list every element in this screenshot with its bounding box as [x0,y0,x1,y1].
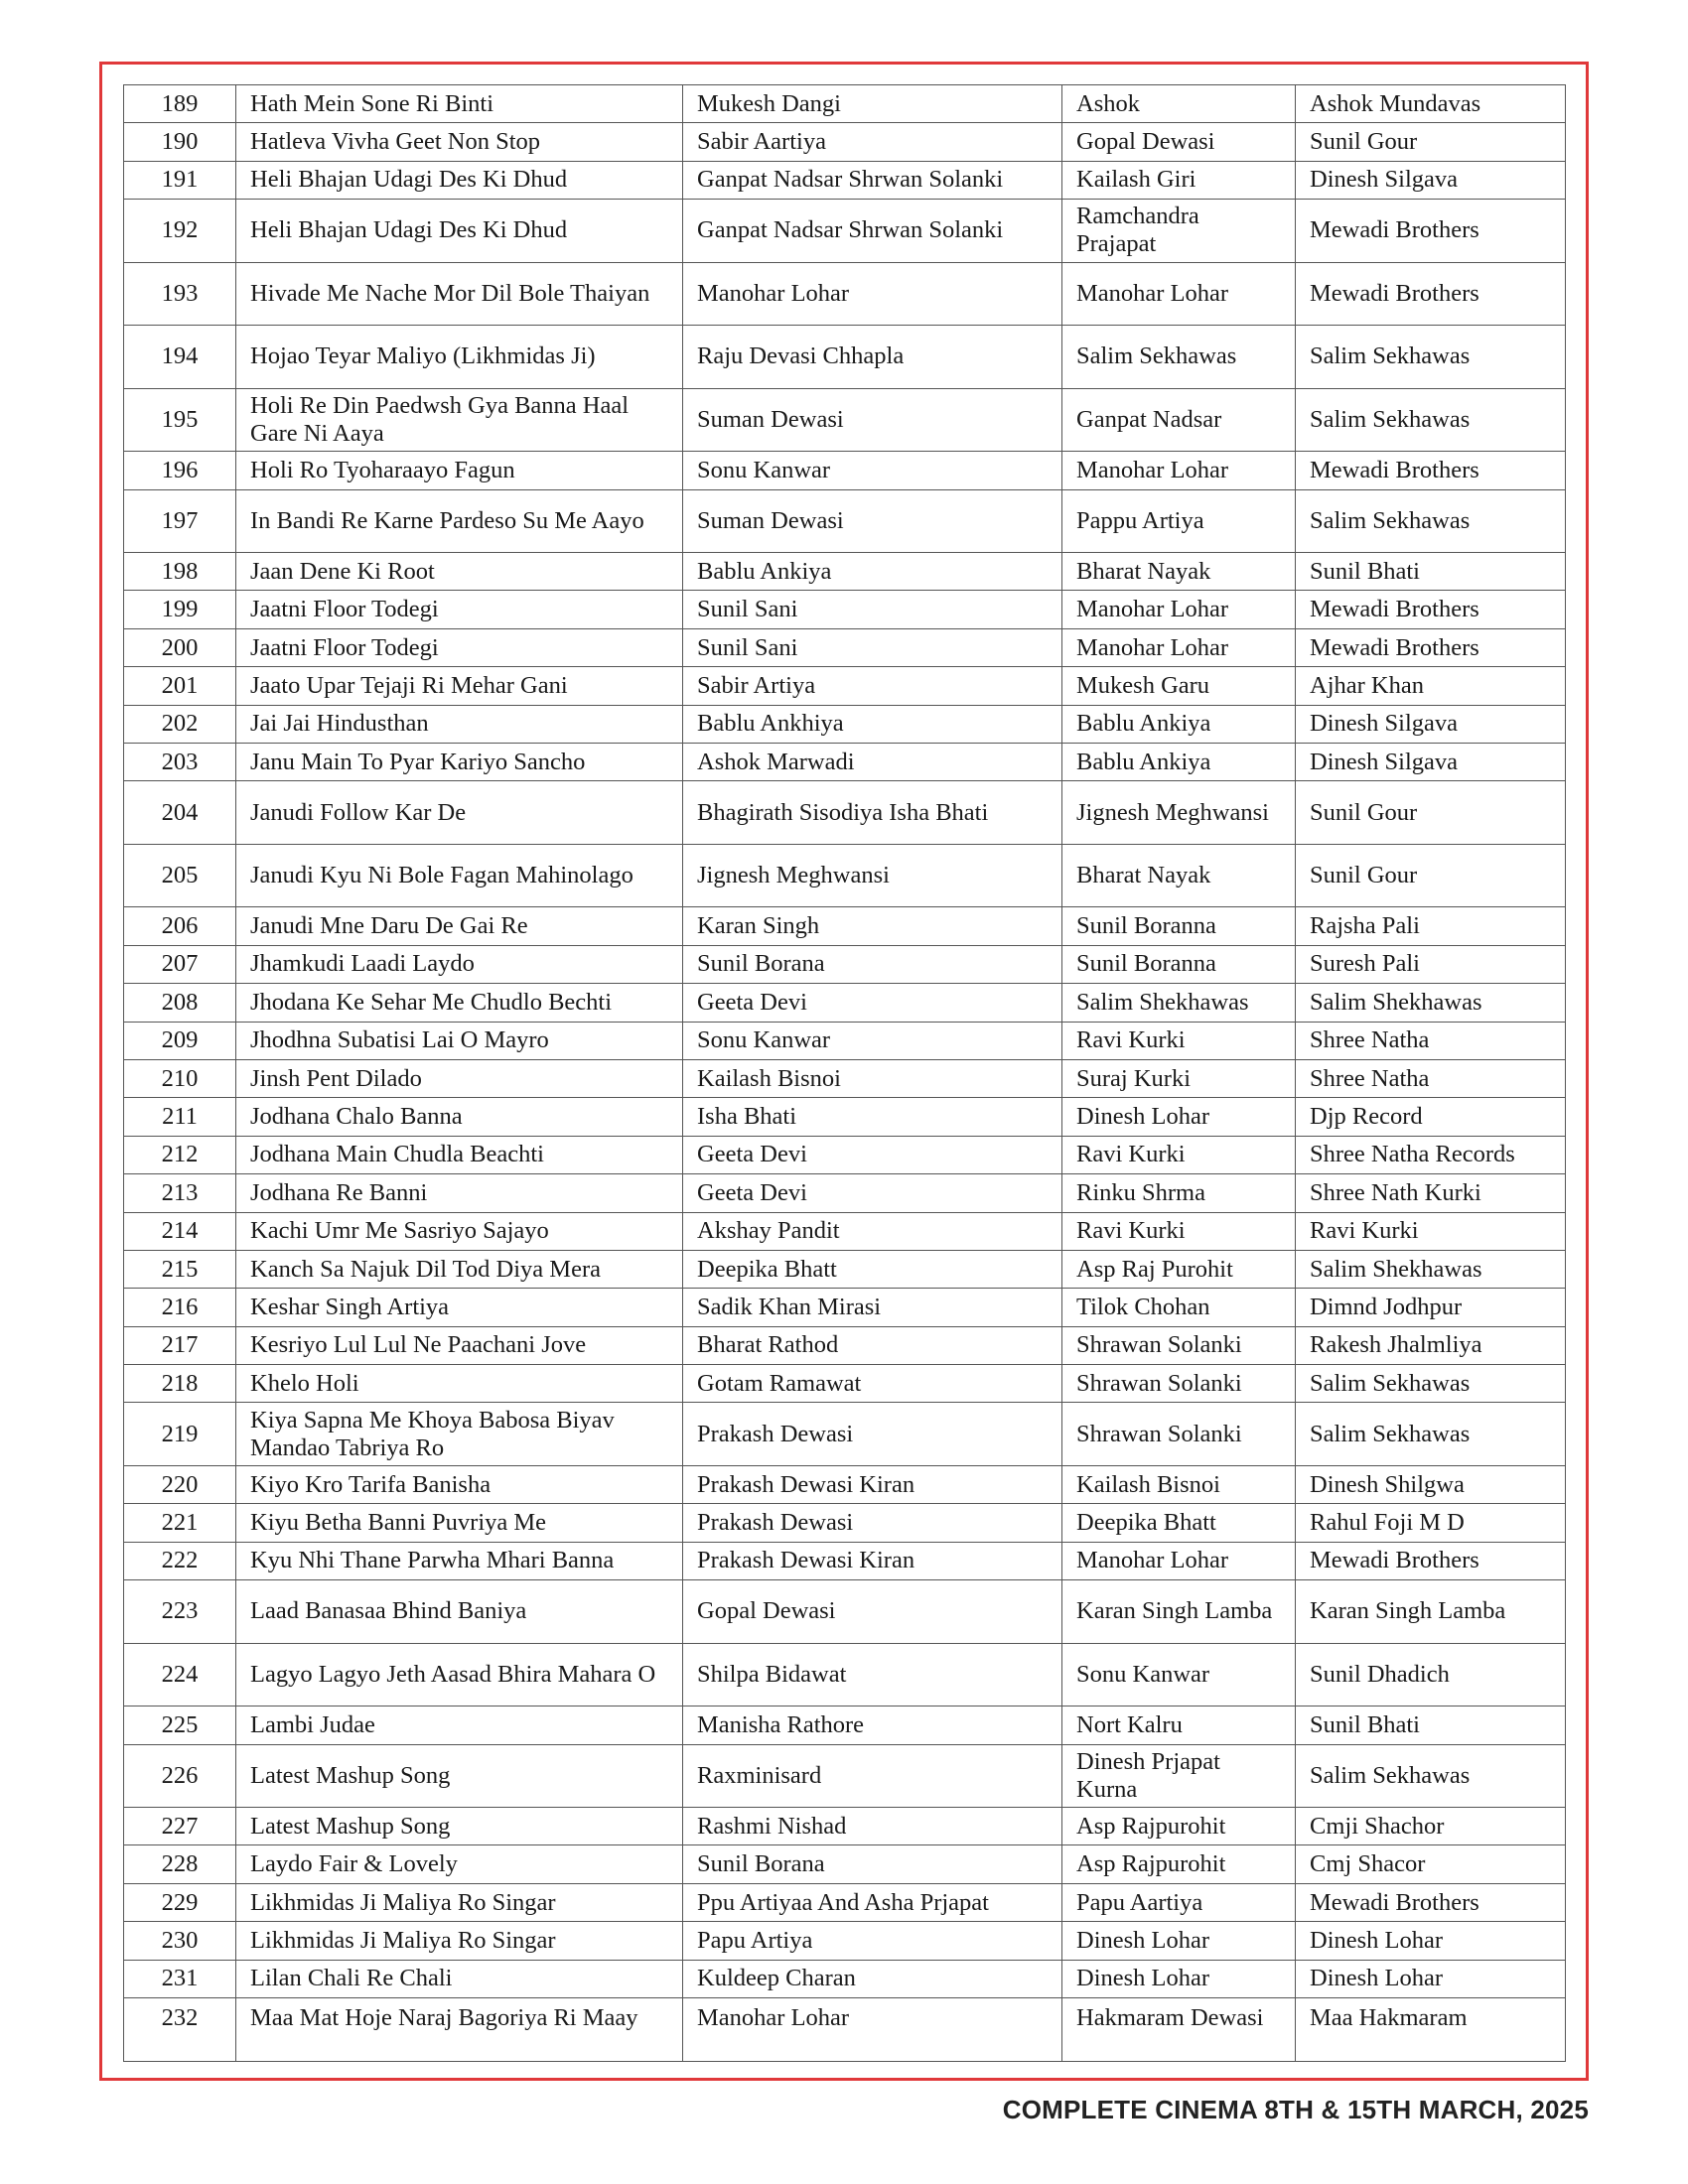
label-cell: Mewadi Brothers [1296,1542,1566,1579]
singer-cell: Bablu Ankhiya [683,705,1062,743]
row-number-cell: 204 [124,781,236,845]
singer-cell: Suman Dewasi [683,388,1062,452]
singer-cell: Isha Bhati [683,1098,1062,1136]
singer-cell: Prakash Dewasi Kiran [683,1465,1062,1503]
table-row [124,1098,1566,1136]
label-cell: Salim Shekhawas [1296,1250,1566,1288]
composer-cell: Ravi Kurki [1062,1136,1296,1173]
song-title-cell: Jodhana Main Chudla Beachti [236,1136,683,1173]
table-row [124,1289,1566,1326]
song-title-cell: Jhodana Ke Sehar Me Chudlo Bechti [236,984,683,1022]
row-number-cell: 213 [124,1174,236,1212]
singer-cell: Rashmi Nishad [683,1808,1062,1845]
table-row [124,844,1566,907]
label-cell: Mewadi Brothers [1296,200,1566,263]
composer-cell: Salim Sekhawas [1062,326,1296,389]
singer-cell: Gotam Ramawat [683,1365,1062,1403]
song-title-cell: Kiyo Kro Tarifa Banisha [236,1465,683,1503]
singer-cell: Sunil Borana [683,945,1062,983]
row-number-cell: 218 [124,1365,236,1403]
row-number-cell: 201 [124,667,236,705]
song-title-cell: Jai Jai Hindusthan [236,705,683,743]
table-row [124,744,1566,781]
table-row [124,1059,1566,1097]
row-number-cell: 216 [124,1289,236,1326]
composer-cell: Nort Kalru [1062,1706,1296,1744]
singer-cell: Prakash Dewasi [683,1504,1062,1542]
row-number-cell: 224 [124,1643,236,1706]
song-title-cell: Hivade Me Nache Mor Dil Bole Thaiyan [236,262,683,326]
singer-cell: Akshay Pandit [683,1212,1062,1250]
label-cell: Ajhar Khan [1296,667,1566,705]
song-title-cell: Laad Banasaa Bhind Baniya [236,1580,683,1644]
singer-cell: Geeta Devi [683,1136,1062,1173]
song-registry-table [123,84,1566,2062]
composer-cell: Suraj Kurki [1062,1059,1296,1097]
table-row [124,123,1566,161]
singer-cell: Raxminisard [683,1744,1062,1808]
table-row [124,907,1566,945]
song-title-cell: Kiyu Betha Banni Puvriya Me [236,1504,683,1542]
singer-cell: Deepika Bhatt [683,1250,1062,1288]
composer-cell: Ganpat Nadsar [1062,388,1296,452]
song-title-cell: Hath Mein Sone Ri Binti [236,85,683,123]
composer-cell: Bharat Nayak [1062,553,1296,591]
label-cell: Rahul Foji M D [1296,1504,1566,1542]
composer-cell: Sunil Boranna [1062,907,1296,945]
row-number-cell: 199 [124,591,236,628]
row-number-cell: 227 [124,1808,236,1845]
label-cell: Dinesh Shilgwa [1296,1465,1566,1503]
label-cell: Dinesh Silgava [1296,744,1566,781]
composer-cell: Manohar Lohar [1062,591,1296,628]
label-cell: Rajsha Pali [1296,907,1566,945]
singer-cell: Kailash Bisnoi [683,1059,1062,1097]
row-number-cell: 232 [124,1998,236,2062]
song-title-cell: Likhmidas Ji Maliya Ro Singar [236,1883,683,1921]
row-number-cell: 189 [124,85,236,123]
label-cell: Salim Sekhawas [1296,1744,1566,1808]
row-number-cell: 221 [124,1504,236,1542]
singer-cell: Manohar Lohar [683,1998,1062,2062]
singer-cell: Manisha Rathore [683,1706,1062,1744]
song-title-cell: Jaato Upar Tejaji Ri Mehar Gani [236,667,683,705]
song-title-cell: In Bandi Re Karne Pardeso Su Me Aayo [236,489,683,553]
row-number-cell: 230 [124,1922,236,1960]
song-title-cell: Hatleva Vivha Geet Non Stop [236,123,683,161]
singer-cell: Bablu Ankiya [683,553,1062,591]
label-cell: Dinesh Silgava [1296,705,1566,743]
singer-cell: Manohar Lohar [683,262,1062,326]
label-cell: Salim Shekhawas [1296,984,1566,1022]
composer-cell: Hakmaram Dewasi [1062,1998,1296,2062]
table-row [124,1998,1566,2062]
song-title-cell: Kyu Nhi Thane Parwha Mhari Banna [236,1542,683,1579]
singer-cell: Sunil Sani [683,591,1062,628]
table-row [124,1136,1566,1173]
row-number-cell: 191 [124,161,236,199]
table-row [124,1465,1566,1503]
singer-cell: Karan Singh [683,907,1062,945]
song-title-cell: Kesriyo Lul Lul Ne Paachani Jove [236,1326,683,1364]
table-row [124,1403,1566,1466]
table-row [124,1250,1566,1288]
composer-cell: Bablu Ankiya [1062,705,1296,743]
composer-cell: Shrawan Solanki [1062,1365,1296,1403]
composer-cell: Asp Rajpurohit [1062,1845,1296,1883]
label-cell: Salim Sekhawas [1296,1403,1566,1466]
composer-cell: Shrawan Solanki [1062,1403,1296,1466]
row-number-cell: 207 [124,945,236,983]
row-number-cell: 197 [124,489,236,553]
composer-cell: Dinesh Lohar [1062,1098,1296,1136]
row-number-cell: 211 [124,1098,236,1136]
song-title-cell: Latest Mashup Song [236,1744,683,1808]
label-cell: Shree Natha Records [1296,1136,1566,1173]
table-row [124,1960,1566,1997]
label-cell: Sunil Dhadich [1296,1643,1566,1706]
table-row [124,85,1566,123]
composer-cell: Salim Shekhawas [1062,984,1296,1022]
song-title-cell: Kanch Sa Najuk Dil Tod Diya Mera [236,1250,683,1288]
label-cell: Sunil Bhati [1296,553,1566,591]
table-row [124,161,1566,199]
row-number-cell: 212 [124,1136,236,1173]
table-row [124,1174,1566,1212]
singer-cell: Raju Devasi Chhapla [683,326,1062,389]
label-cell: Shree Natha [1296,1022,1566,1059]
row-number-cell: 220 [124,1465,236,1503]
table-row [124,1922,1566,1960]
table-row [124,1580,1566,1644]
table-row [124,1744,1566,1808]
singer-cell: Prakash Dewasi [683,1403,1062,1466]
table-row [124,326,1566,389]
song-title-cell: Maa Mat Hoje Naraj Bagoriya Ri Maay [236,1998,683,2062]
song-title-cell: Holi Ro Tyoharaayo Fagun [236,452,683,489]
composer-cell: Rinku Shrma [1062,1174,1296,1212]
composer-cell: Dinesh Lohar [1062,1960,1296,1997]
composer-cell: Karan Singh Lamba [1062,1580,1296,1644]
label-cell: Mewadi Brothers [1296,591,1566,628]
singer-cell: Ppu Artiyaa And Asha Prjapat [683,1883,1062,1921]
song-title-cell: Jaatni Floor Todegi [236,591,683,628]
song-title-cell: Holi Re Din Paedwsh Gya Banna Haal Gare Ni Aaya [236,388,683,452]
song-title-cell: Lambi Judae [236,1706,683,1744]
singer-cell: Sonu Kanwar [683,452,1062,489]
singer-cell: Sonu Kanwar [683,1022,1062,1059]
row-number-cell: 219 [124,1403,236,1466]
singer-cell: Ganpat Nadsar Shrwan Solanki [683,161,1062,199]
row-number-cell: 225 [124,1706,236,1744]
row-number-cell: 223 [124,1580,236,1644]
label-cell: Shree Natha [1296,1059,1566,1097]
composer-cell: Kailash Giri [1062,161,1296,199]
label-cell: Rakesh Jhalmliya [1296,1326,1566,1364]
composer-cell: Asp Rajpurohit [1062,1808,1296,1845]
label-cell: Dimnd Jodhpur [1296,1289,1566,1326]
singer-cell: Mukesh Dangi [683,85,1062,123]
row-number-cell: 193 [124,262,236,326]
label-cell: Cmji Shachor [1296,1808,1566,1845]
song-title-cell: Lilan Chali Re Chali [236,1960,683,1997]
song-title-cell: Janudi Kyu Ni Bole Fagan Mahinolago [236,844,683,907]
singer-cell: Geeta Devi [683,984,1062,1022]
song-title-cell: Heli Bhajan Udagi Des Ki Dhud [236,200,683,263]
song-title-cell: Janu Main To Pyar Kariyo Sancho [236,744,683,781]
song-title-cell: Jhodhna Subatisi Lai O Mayro [236,1022,683,1059]
song-title-cell: Janudi Follow Kar De [236,781,683,845]
table-row [124,1022,1566,1059]
label-cell: Mewadi Brothers [1296,262,1566,326]
label-cell: Cmj Shacor [1296,1845,1566,1883]
composer-cell: Gopal Dewasi [1062,123,1296,161]
song-title-cell: Janudi Mne Daru De Gai Re [236,907,683,945]
composer-cell: Bablu Ankiya [1062,744,1296,781]
song-title-cell: Khelo Holi [236,1365,683,1403]
table-row [124,1845,1566,1883]
singer-cell: Sadik Khan Mirasi [683,1289,1062,1326]
singer-cell: Jignesh Meghwansi [683,844,1062,907]
song-title-cell: Latest Mashup Song [236,1808,683,1845]
label-cell: Dinesh Lohar [1296,1960,1566,1997]
table-row [124,553,1566,591]
table-row [124,1365,1566,1403]
row-number-cell: 206 [124,907,236,945]
composer-cell: Ramchandra Prajapat [1062,200,1296,263]
table-row [124,1504,1566,1542]
table-row [124,591,1566,628]
composer-cell: Bharat Nayak [1062,844,1296,907]
table-row [124,1542,1566,1579]
row-number-cell: 222 [124,1542,236,1579]
label-cell: Ravi Kurki [1296,1212,1566,1250]
song-title-cell: Likhmidas Ji Maliya Ro Singar [236,1922,683,1960]
label-cell: Karan Singh Lamba [1296,1580,1566,1644]
label-cell: Suresh Pali [1296,945,1566,983]
composer-cell: Ashok [1062,85,1296,123]
singer-cell: Sunil Sani [683,628,1062,666]
composer-cell: Mukesh Garu [1062,667,1296,705]
singer-cell: Ganpat Nadsar Shrwan Solanki [683,200,1062,263]
composer-cell: Dinesh Lohar [1062,1922,1296,1960]
label-cell: Sunil Gour [1296,123,1566,161]
table-row [124,1706,1566,1744]
composer-cell: Pappu Artiya [1062,489,1296,553]
composer-cell: Ravi Kurki [1062,1212,1296,1250]
row-number-cell: 200 [124,628,236,666]
composer-cell: Shrawan Solanki [1062,1326,1296,1364]
composer-cell: Papu Aartiya [1062,1883,1296,1921]
label-cell: Mewadi Brothers [1296,1883,1566,1921]
singer-cell: Geeta Devi [683,1174,1062,1212]
song-title-cell: Jaan Dene Ki Root [236,553,683,591]
singer-cell: Kuldeep Charan [683,1960,1062,1997]
row-number-cell: 209 [124,1022,236,1059]
song-title-cell: Kiya Sapna Me Khoya Babosa Biyav Mandao Tabriya Ro [236,1403,683,1466]
singer-cell: Suman Dewasi [683,489,1062,553]
song-title-cell: Jodhana Chalo Banna [236,1098,683,1136]
table-row [124,1883,1566,1921]
composer-cell: Deepika Bhatt [1062,1504,1296,1542]
composer-cell: Manohar Lohar [1062,262,1296,326]
row-number-cell: 192 [124,200,236,263]
table-row [124,984,1566,1022]
row-number-cell: 196 [124,452,236,489]
label-cell: Shree Nath Kurki [1296,1174,1566,1212]
composer-cell: Tilok Chohan [1062,1289,1296,1326]
label-cell: Ashok Mundavas [1296,85,1566,123]
song-title-cell: Lagyo Lagyo Jeth Aasad Bhira Mahara O [236,1643,683,1706]
composer-cell: Sunil Boranna [1062,945,1296,983]
composer-cell: Sonu Kanwar [1062,1643,1296,1706]
composer-cell: Ravi Kurki [1062,1022,1296,1059]
label-cell: Djp Record [1296,1098,1566,1136]
row-number-cell: 208 [124,984,236,1022]
composer-cell: Dinesh Prjapat Kurna [1062,1744,1296,1808]
song-title-cell: Jaatni Floor Todegi [236,628,683,666]
row-number-cell: 214 [124,1212,236,1250]
singer-cell: Ashok Marwadi [683,744,1062,781]
table-row [124,1643,1566,1706]
label-cell: Mewadi Brothers [1296,452,1566,489]
song-title-cell: Jodhana Re Banni [236,1174,683,1212]
row-number-cell: 228 [124,1845,236,1883]
row-number-cell: 226 [124,1744,236,1808]
table-row [124,1212,1566,1250]
label-cell: Salim Sekhawas [1296,388,1566,452]
singer-cell: Bharat Rathod [683,1326,1062,1364]
label-cell: Sunil Bhati [1296,1706,1566,1744]
singer-cell: Gopal Dewasi [683,1580,1062,1644]
composer-cell: Kailash Bisnoi [1062,1465,1296,1503]
composer-cell: Manohar Lohar [1062,1542,1296,1579]
row-number-cell: 203 [124,744,236,781]
song-title-cell: Keshar Singh Artiya [236,1289,683,1326]
singer-cell: Sabir Artiya [683,667,1062,705]
table-row [124,388,1566,452]
label-cell: Sunil Gour [1296,781,1566,845]
singer-cell: Shilpa Bidawat [683,1643,1062,1706]
row-number-cell: 202 [124,705,236,743]
label-cell: Dinesh Silgava [1296,161,1566,199]
label-cell: Mewadi Brothers [1296,628,1566,666]
table-row [124,945,1566,983]
table-row [124,452,1566,489]
table-row [124,667,1566,705]
footer-publication-line: COMPLETE CINEMA 8TH & 15TH MARCH, 2025 [1002,2095,1589,2124]
composer-cell: Manohar Lohar [1062,628,1296,666]
song-title-cell: Jhamkudi Laadi Laydo [236,945,683,983]
singer-cell: Prakash Dewasi Kiran [683,1542,1062,1579]
row-number-cell: 217 [124,1326,236,1364]
row-number-cell: 229 [124,1883,236,1921]
row-number-cell: 231 [124,1960,236,1997]
row-number-cell: 198 [124,553,236,591]
table-row [124,781,1566,845]
song-title-cell: Laydo Fair & Lovely [236,1845,683,1883]
song-title-cell: Hojao Teyar Maliyo (Likhmidas Ji) [236,326,683,389]
label-cell: Salim Sekhawas [1296,1365,1566,1403]
label-cell: Dinesh Lohar [1296,1922,1566,1960]
table-row [124,705,1566,743]
composer-cell: Manohar Lohar [1062,452,1296,489]
row-number-cell: 190 [124,123,236,161]
singer-cell: Papu Artiya [683,1922,1062,1960]
row-number-cell: 205 [124,844,236,907]
table-row [124,628,1566,666]
label-cell: Sunil Gour [1296,844,1566,907]
label-cell: Salim Sekhawas [1296,489,1566,553]
row-number-cell: 215 [124,1250,236,1288]
singer-cell: Bhagirath Sisodiya Isha Bhati [683,781,1062,845]
song-title-cell: Heli Bhajan Udagi Des Ki Dhud [236,161,683,199]
table-row [124,262,1566,326]
table-row [124,489,1566,553]
singer-cell: Sabir Aartiya [683,123,1062,161]
label-cell: Maa Hakmaram [1296,1998,1566,2062]
singer-cell: Sunil Borana [683,1845,1062,1883]
table-row [124,1326,1566,1364]
row-number-cell: 195 [124,388,236,452]
song-title-cell: Kachi Umr Me Sasriyo Sajayo [236,1212,683,1250]
table-body [124,85,1566,2062]
table-row [124,1808,1566,1845]
table-row [124,200,1566,263]
label-cell: Salim Sekhawas [1296,326,1566,389]
composer-cell: Jignesh Meghwansi [1062,781,1296,845]
composer-cell: Asp Raj Purohit [1062,1250,1296,1288]
song-title-cell: Jinsh Pent Dilado [236,1059,683,1097]
row-number-cell: 210 [124,1059,236,1097]
row-number-cell: 194 [124,326,236,389]
